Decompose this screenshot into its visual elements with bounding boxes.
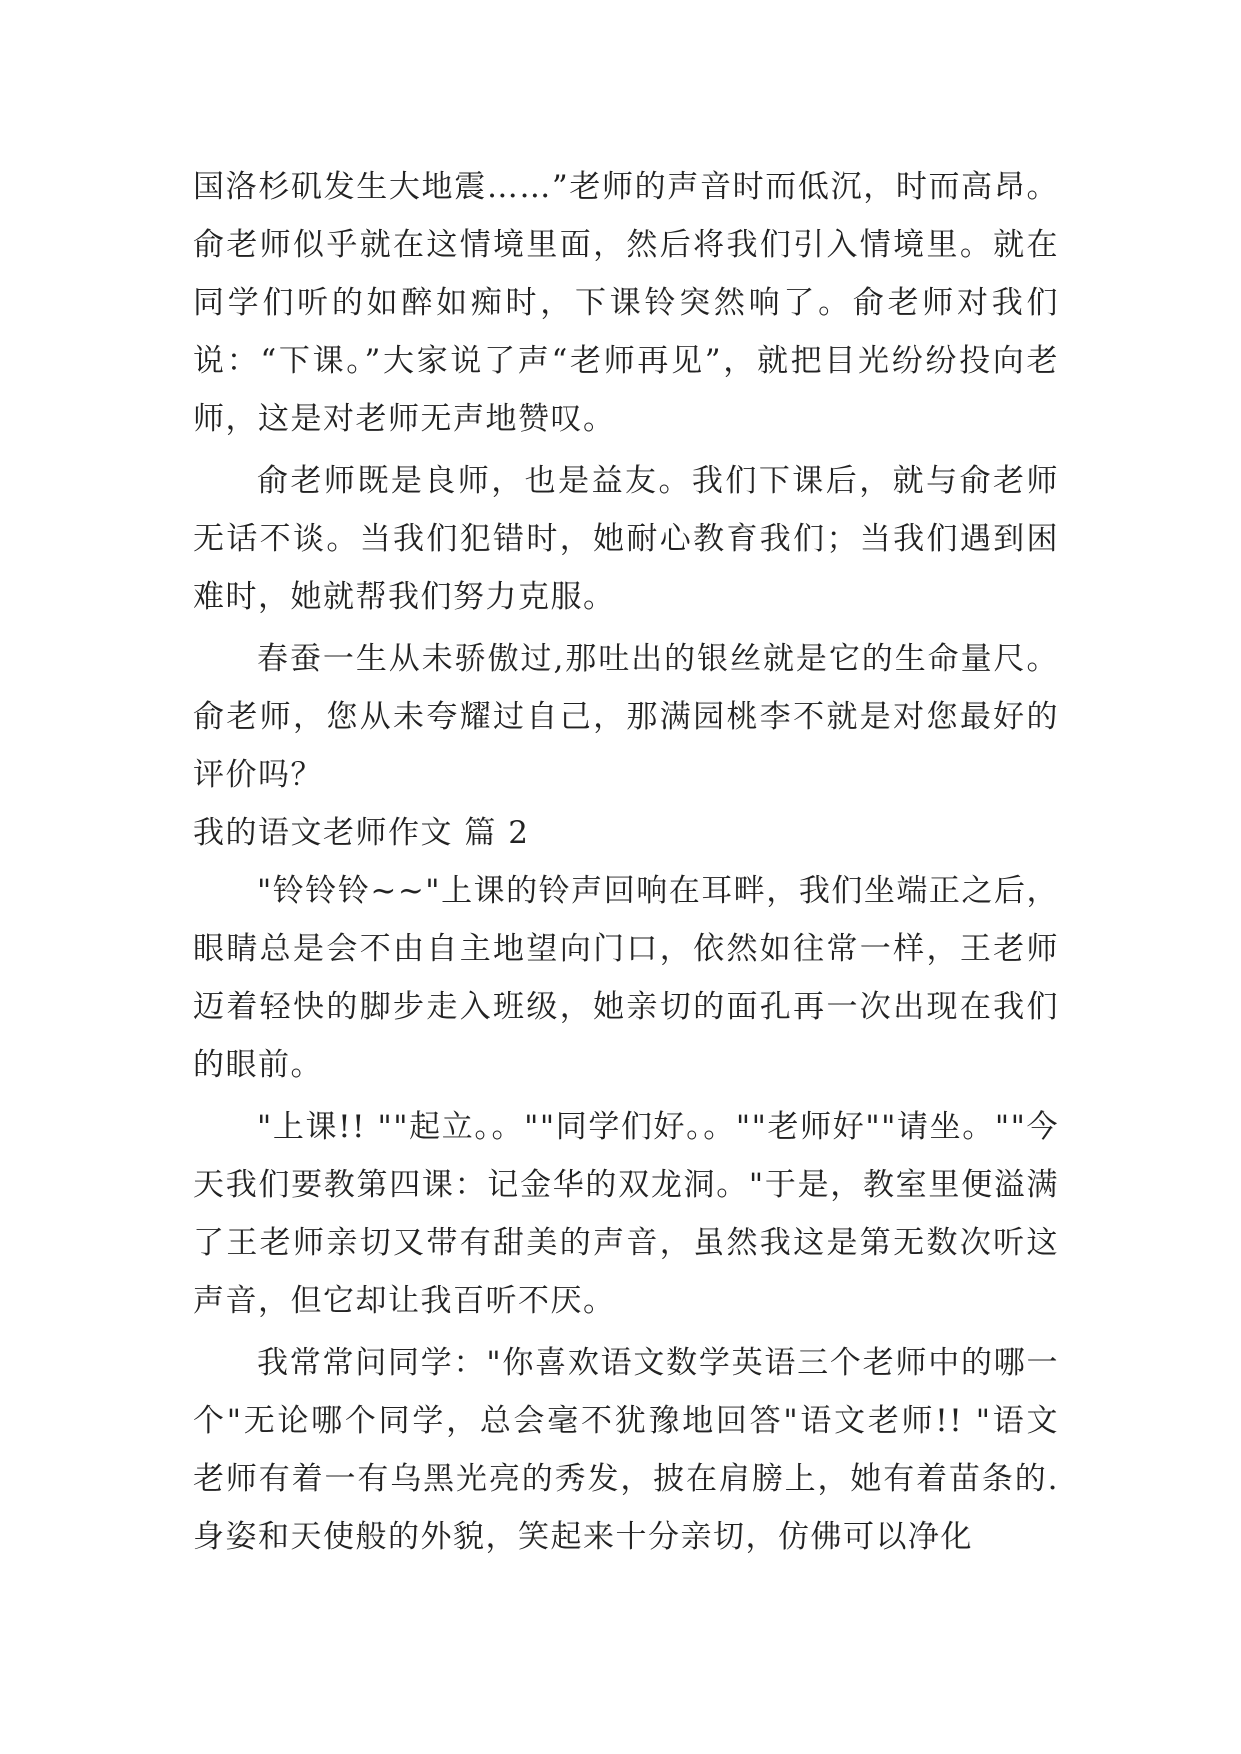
paragraph-continued: 国洛杉矶发生大地震……”老师的声音时而低沉，时而高昂。俞老师似乎就在这情境里面，然后将我们引入情境里。就在同学们听的如醉如痴时，下课铃突然响了。俞老师对我们说：“下课。”大家说了声“老师再见”，就把目光纷纷投向老师，这是对老师无声地赞叹。 [193,169,1059,437]
paragraph: "上课!! ""起立。。""同学们好。。""老师好""请坐。""今天我们要教第四课：记金华的双龙洞。"于是，教室里便溢满了王老师亲切又带有甜美的声音，虽然我这是第无数次听这声音，但它却让我百听不厌。 [193,1109,1059,1319]
paragraph: 春蚕一生从未骄傲过,那吐出的银丝就是它的生命量尺。俞老师，您从未夸耀过自己，那满园桃李不就是对您最好的评价吗？ [193,641,1059,793]
paragraph: "铃铃铃~~"上课的铃声回响在耳畔，我们坐端正之后，眼睛总是会不由自主地望向门口，依然如往常一样，王老师迈着轻快的脚步走入班级，她亲切的面孔再一次出现在我们的眼前。 [193,873,1059,1083]
section-title: 我的语文老师作文 篇 2 [193,815,530,851]
paragraph: 俞老师既是良师，也是益友。我们下课后，就与俞老师无话不谈。当我们犯错时，她耐心教育我们；当我们遇到困难时，她就帮我们努力克服。 [193,463,1059,615]
paragraph: 我常常问同学："你喜欢语文数学英语三个老师中的哪一个"无论哪个同学，总会毫不犹豫地回答"语文老师!! "语文老师有着一有乌黑光亮的秀发，披在肩膀上，她有着苗条的.身姿和天使般的外貌，笑起来十分亲切，仿佛可以净化 [193,1345,1059,1555]
document-body [193,158,1059,1566]
